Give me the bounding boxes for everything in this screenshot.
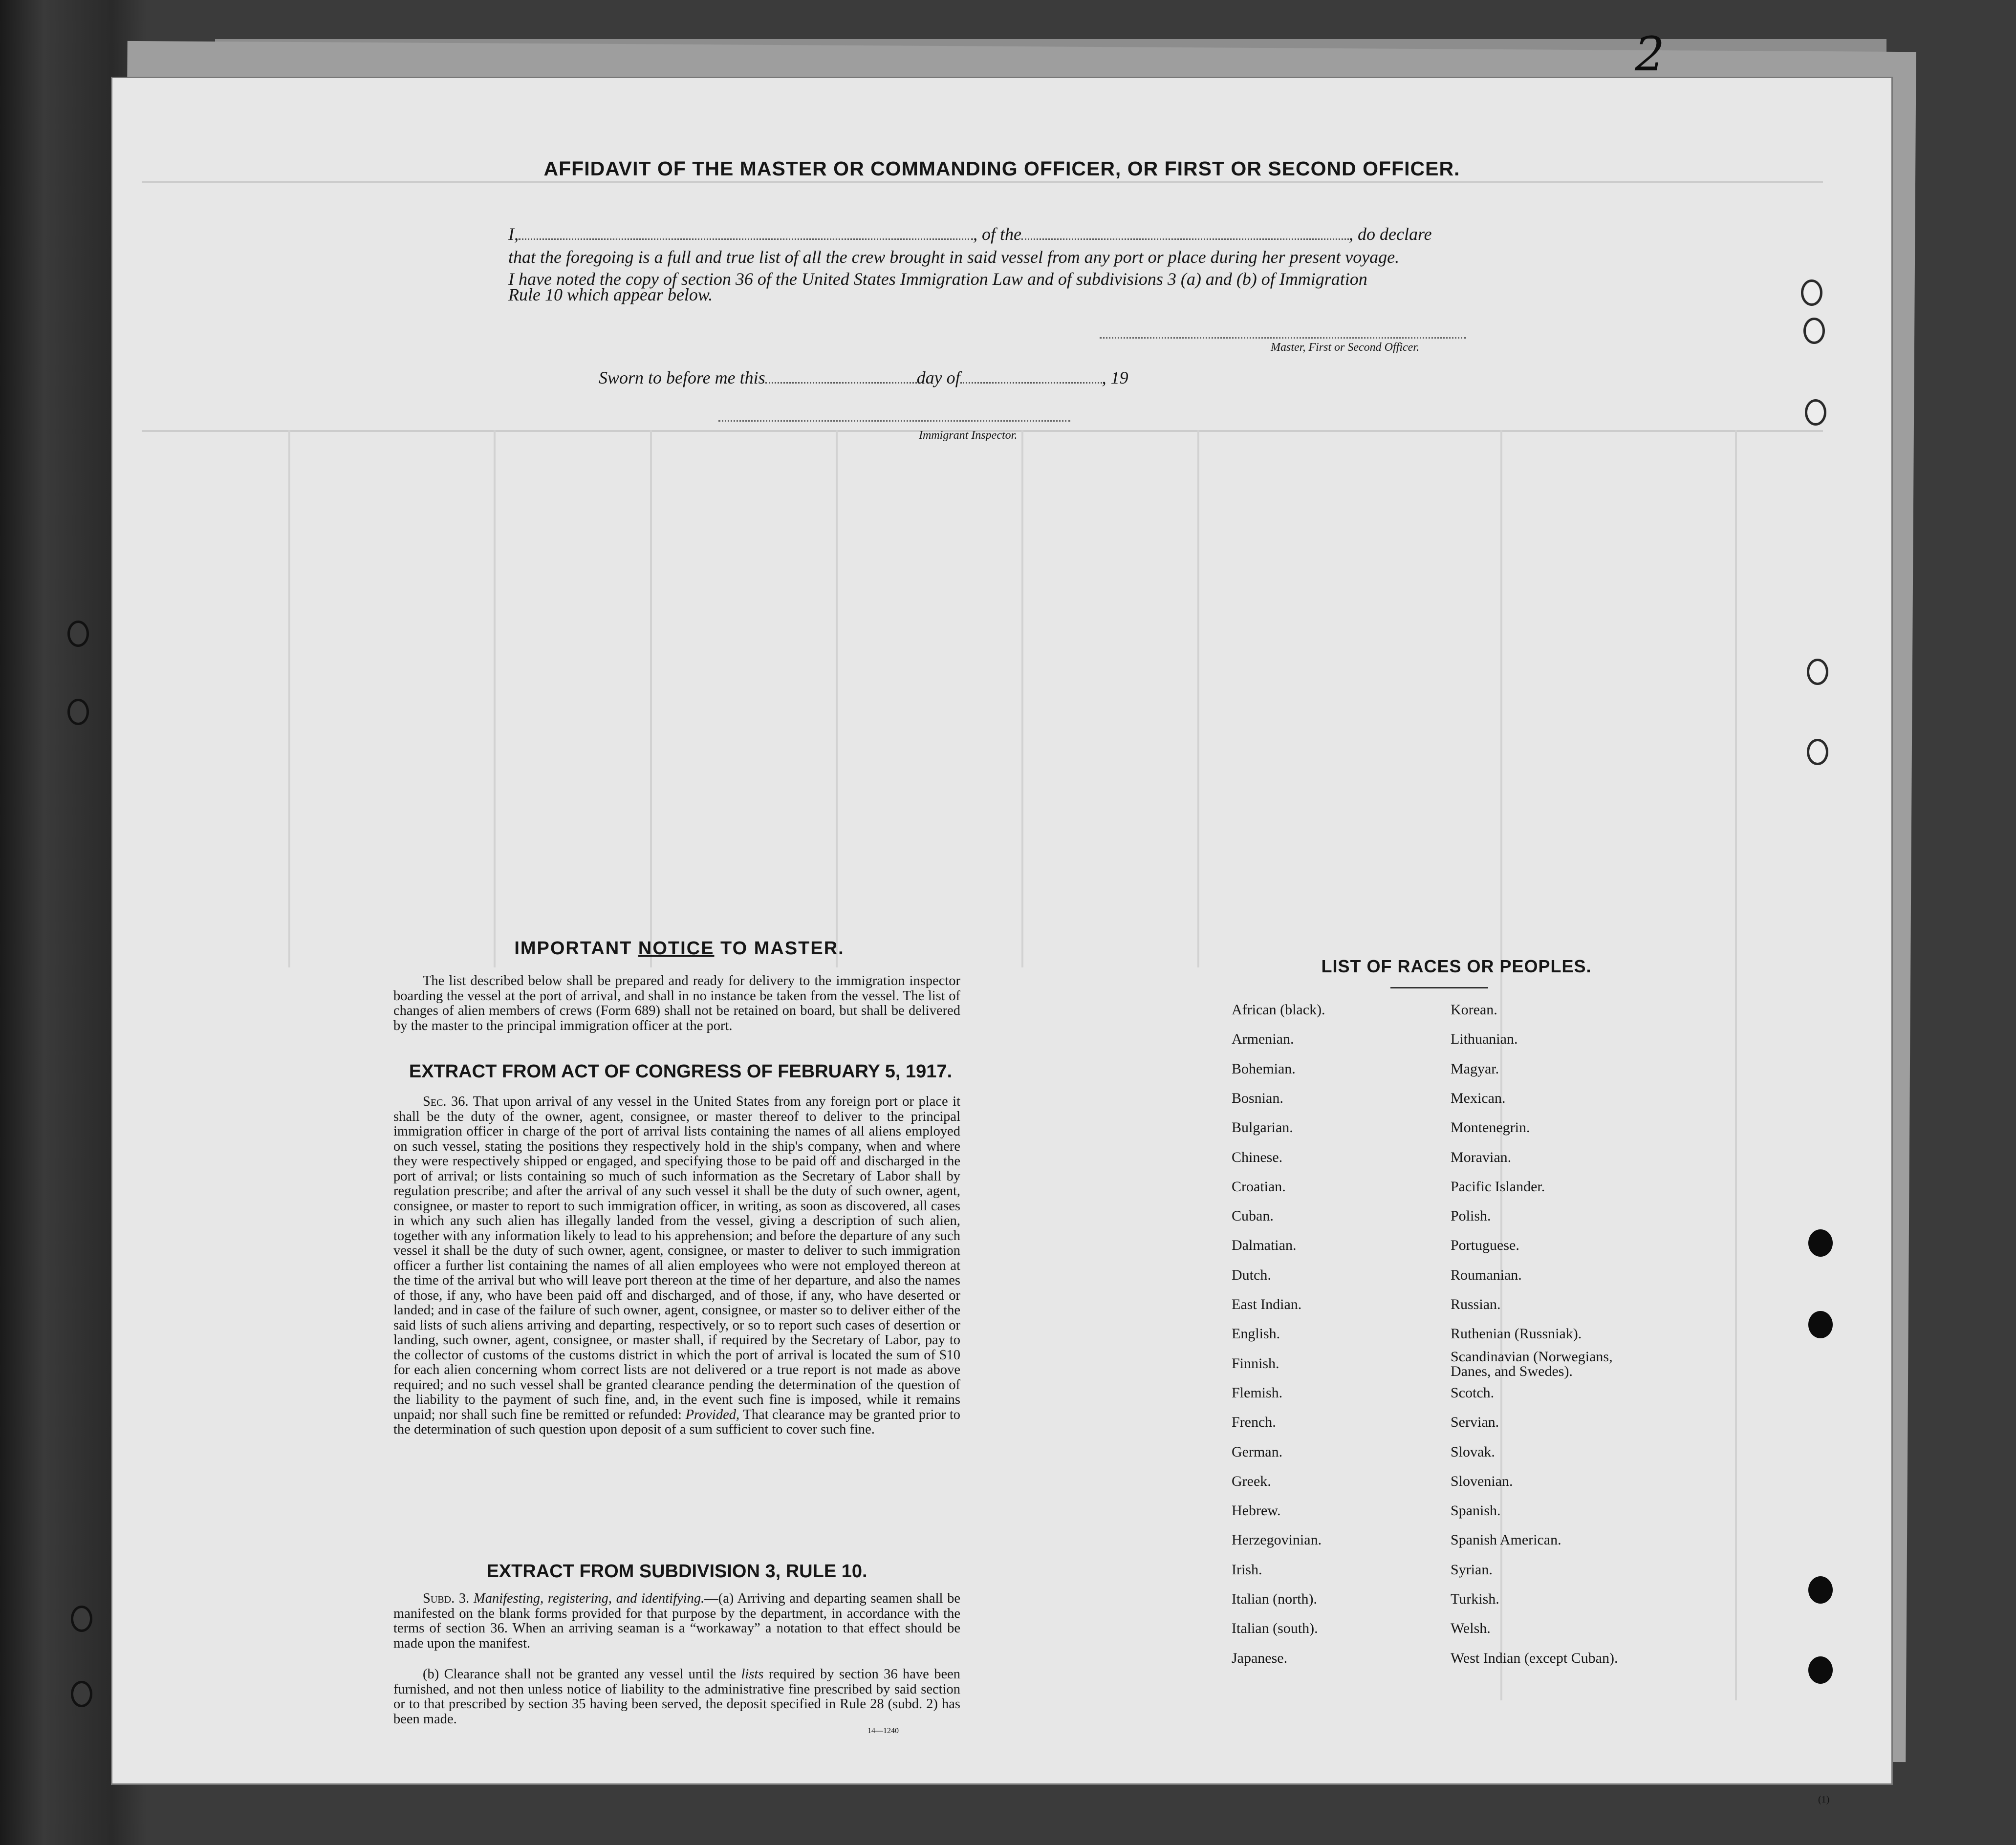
inspector-signature-line bbox=[718, 420, 1070, 422]
binder-hole bbox=[1808, 1576, 1833, 1604]
race-item: English. bbox=[1232, 1326, 1280, 1342]
binder-hole bbox=[1808, 1311, 1833, 1338]
rule-heading: EXTRACT FROM SUBDIVISION 3, RULE 10. bbox=[486, 1561, 867, 1582]
race-item: Roumanian. bbox=[1451, 1266, 1522, 1283]
race-item: Italian (south). bbox=[1232, 1620, 1318, 1637]
race-item: Armenian. bbox=[1232, 1031, 1294, 1048]
race-item: Slovenian. bbox=[1451, 1473, 1513, 1489]
race-item: Portuguese. bbox=[1451, 1237, 1519, 1254]
affidavit-line-1-mid: , of the bbox=[973, 224, 1021, 244]
binder-hole bbox=[67, 621, 89, 647]
notice-title bbox=[386, 938, 973, 959]
notice-body: The list described below shall be prepared and ready for delivery to the immigration inspector boarding the vessel at the port of arrival, and shall in no instance be taken from the vessel. The list of changes of alien members of crews (Form 689) shall not be retained on board, but shall be delivered by the master to the principal immigration officer at the port. bbox=[393, 973, 960, 1033]
binder-hole bbox=[1807, 659, 1828, 685]
affidavit-line-4: Rule 10 which appear below. bbox=[508, 285, 713, 304]
race-item: Polish. bbox=[1451, 1208, 1491, 1224]
race-item: Pacific Islander. bbox=[1451, 1178, 1545, 1195]
race-item: Italian (north). bbox=[1232, 1591, 1317, 1607]
rule-para-a bbox=[393, 1591, 960, 1651]
race-item: African (black). bbox=[1232, 1002, 1325, 1018]
race-item: Greek. bbox=[1232, 1473, 1271, 1489]
race-item: Mexican. bbox=[1451, 1090, 1506, 1106]
act-body bbox=[393, 1094, 960, 1437]
form-number: 14—1240 bbox=[867, 1727, 899, 1735]
binder-hole bbox=[1808, 1656, 1833, 1684]
race-item: Dutch. bbox=[1232, 1266, 1271, 1283]
act-proviso-label: Provided, bbox=[685, 1407, 740, 1422]
race-item: West Indian (except Cuban). bbox=[1451, 1650, 1618, 1666]
race-item: Croatian. bbox=[1232, 1178, 1286, 1195]
race-item: Scotch. bbox=[1451, 1384, 1495, 1401]
race-item: Spanish. bbox=[1451, 1502, 1501, 1519]
sworn-end: , 19 bbox=[1102, 368, 1128, 387]
sworn-month-field bbox=[960, 369, 1102, 384]
notice-title-end: TO MASTER. bbox=[720, 938, 845, 959]
race-item: Ruthenian (Russniak). bbox=[1451, 1326, 1582, 1342]
race-item: Russian. bbox=[1451, 1296, 1501, 1312]
notice-title-start: IMPORTANT bbox=[514, 938, 632, 959]
race-item: Korean. bbox=[1451, 1002, 1497, 1018]
master-caption: Master, First or Second Officer. bbox=[1271, 341, 1419, 354]
race-item: Montenegrin. bbox=[1451, 1119, 1530, 1136]
act-section-text: That upon arrival of any vessel in the United States from any foreign port or place it shall be the duty of the owner, agent, consignee, or master thereof to deliver to the principal immigration officer in charge of the port of arrival lists containing the names of all aliens employed on such vessel, stating the positions they respectively hold in the ship's company, when and where they were respectively shipped or engaged, and specifying those to be paid off and discharged in the port of arrival; or lists containing so much of such information as the Secretary of Labor shall by regulation prescribe; and after the arrival of any such vessel it shall be the duty of such owner, agent, consignee, or master to report to such immigration officer, in writing, as soon as discovered, all cases in which any such alien has illegally landed from the vessel, giving a description of such alien, together with any information likely to lead to his apprehension; and before the departure of any such vessel it shall be the duty of such owner, agent, consignee, or master to deliver to such immigration officer a further list containing the names of all alien employees who were not employed thereon at the time of the arrival but who will leave port thereon at the time of her departure, and also the names of those, if any, who have been paid off and discharged, and of those, if any, who have deserted or landed; and in case of the failure of such owner, agent, consignee, or master so to deliver either of the said lists of such aliens arriving and departing, respectively, or so to report such cases of desertion or landing, such owner, agent, consignee, or master shall, if required by the Secretary of Labor, pay to the collector of customs of the customs district in which the port of arrival is located the sum of $10 for each alien concerning whom correct lists are not delivered or a true report is not made as above required; and no such vessel shall be granted clearance pending the determination of the question of the liability to the payment of such fine, and, in the event such fine is imposed, while it remains unpaid; nor shall such fine be remitted or refunded: bbox=[393, 1094, 960, 1422]
race-item: Bohemian. bbox=[1232, 1060, 1296, 1077]
manifest-page bbox=[112, 78, 1891, 1783]
affidavit-title: AFFIDAVIT OF THE MASTER OR COMMANDING OFFICER, OR FIRST OR SECOND OFFICER. bbox=[543, 157, 1460, 180]
race-item: Bosnian. bbox=[1232, 1090, 1283, 1106]
race-item: German. bbox=[1232, 1443, 1283, 1460]
race-item: Herzegovinian. bbox=[1232, 1532, 1322, 1548]
race-item: Welsh. bbox=[1451, 1620, 1491, 1637]
act-section-label: Sec. 36. bbox=[423, 1094, 469, 1109]
races-title: LIST OF RACES OR PEOPLES. bbox=[1321, 956, 1592, 976]
race-item: Syrian. bbox=[1451, 1561, 1493, 1578]
race-item: Finnish. bbox=[1232, 1355, 1279, 1372]
act-heading: EXTRACT FROM ACT OF CONGRESS OF FEBRUARY 5, 1917. bbox=[409, 1061, 953, 1082]
race-item: French. bbox=[1232, 1414, 1276, 1431]
binder-hole bbox=[1803, 318, 1825, 344]
race-item: Cuban. bbox=[1232, 1208, 1274, 1224]
race-item: Chinese. bbox=[1232, 1149, 1283, 1165]
act-proviso-text: That clearance may be granted prior to the determination of such question upon deposit of a sum sufficient to cover such fine. bbox=[393, 1407, 961, 1437]
vessel-name-field bbox=[1021, 226, 1349, 240]
rule-para-a-text: Arriving and departing seamen shall be manifested on the blank forms provided for that purpose by the department, in accordance with the terms of section 36. When an arriving seaman is a “workaway” a notation to that effect should be made upon the manifest. bbox=[393, 1591, 960, 1651]
notice-title-mid: NOTICE bbox=[638, 938, 715, 959]
inspector-caption: Immigrant Inspector. bbox=[919, 429, 1018, 442]
rule-para-b-label: (b) bbox=[423, 1667, 439, 1682]
page-mark: (1) bbox=[1818, 1794, 1830, 1805]
binder-hole bbox=[71, 1606, 92, 1632]
race-item: Magyar. bbox=[1451, 1060, 1499, 1077]
race-item: Slovak. bbox=[1451, 1443, 1495, 1460]
race-item: Hebrew. bbox=[1232, 1502, 1281, 1519]
race-item: Lithuanian. bbox=[1451, 1031, 1518, 1048]
race-item: Dalmatian. bbox=[1232, 1237, 1297, 1254]
rule-para-b-end: required by section 36 have been furnished, and not then unless notice of liability to the administrative fine prescribed by said section or to that prescribed by section 35 having been served, the deposit specified in Rule 28 (subd. 2) has been made. bbox=[393, 1667, 961, 1727]
rule-para-a-label: —(a) bbox=[704, 1591, 734, 1606]
race-item: Scandinavian (Norwegians, Danes, and Swedes). bbox=[1451, 1348, 1613, 1379]
sworn-mid: day of bbox=[916, 368, 960, 387]
rule-para-b bbox=[393, 1667, 960, 1727]
race-item: Moravian. bbox=[1451, 1149, 1512, 1165]
sworn-day-field bbox=[765, 369, 917, 384]
race-item: Servian. bbox=[1451, 1414, 1499, 1431]
affidavit-line-3: I have noted the copy of section 36 of the United States Immigration Law and of subdivisions 3 (a) and (b) of Immigration bbox=[508, 269, 1367, 289]
binder-hole bbox=[1801, 279, 1822, 306]
affidavit-line-1-start: I, bbox=[508, 224, 519, 244]
race-item: Bulgarian. bbox=[1232, 1119, 1293, 1136]
binder-hole bbox=[67, 699, 89, 725]
rule-subd-title: Manifesting, registering, and identifying. bbox=[473, 1591, 705, 1606]
binder-hole bbox=[71, 1681, 92, 1707]
rule-para-b-lists: lists bbox=[741, 1667, 764, 1682]
rule-para-b-start: Clearance shall not be granted any vessel until the bbox=[444, 1667, 737, 1682]
affidavit-line-2: that the foregoing is a full and true list of all the crew brought in said vessel from any port or place during her present voyage. bbox=[508, 247, 1400, 267]
corner-page-number: 2 bbox=[1635, 27, 1665, 82]
race-item: Flemish. bbox=[1232, 1384, 1283, 1401]
officer-name-field bbox=[519, 226, 973, 240]
race-item: Irish. bbox=[1232, 1561, 1262, 1578]
binder-hole bbox=[1808, 1229, 1833, 1257]
sworn-line bbox=[599, 367, 1128, 388]
affidavit-line-1-end: , do declare bbox=[1348, 224, 1432, 244]
affidavit-line-1 bbox=[508, 224, 1432, 244]
race-item: East Indian. bbox=[1232, 1296, 1302, 1312]
race-item: Turkish. bbox=[1451, 1591, 1499, 1607]
race-item: Spanish American. bbox=[1451, 1532, 1561, 1548]
sworn-start: Sworn to before me this bbox=[599, 368, 765, 387]
rule-subd-label: Subd. 3. bbox=[423, 1591, 470, 1606]
race-item: Japanese. bbox=[1232, 1650, 1288, 1666]
binder-hole bbox=[1807, 739, 1828, 765]
master-signature-line bbox=[1100, 337, 1466, 339]
races-title-rule bbox=[1390, 987, 1488, 988]
binder-hole bbox=[1805, 399, 1826, 426]
